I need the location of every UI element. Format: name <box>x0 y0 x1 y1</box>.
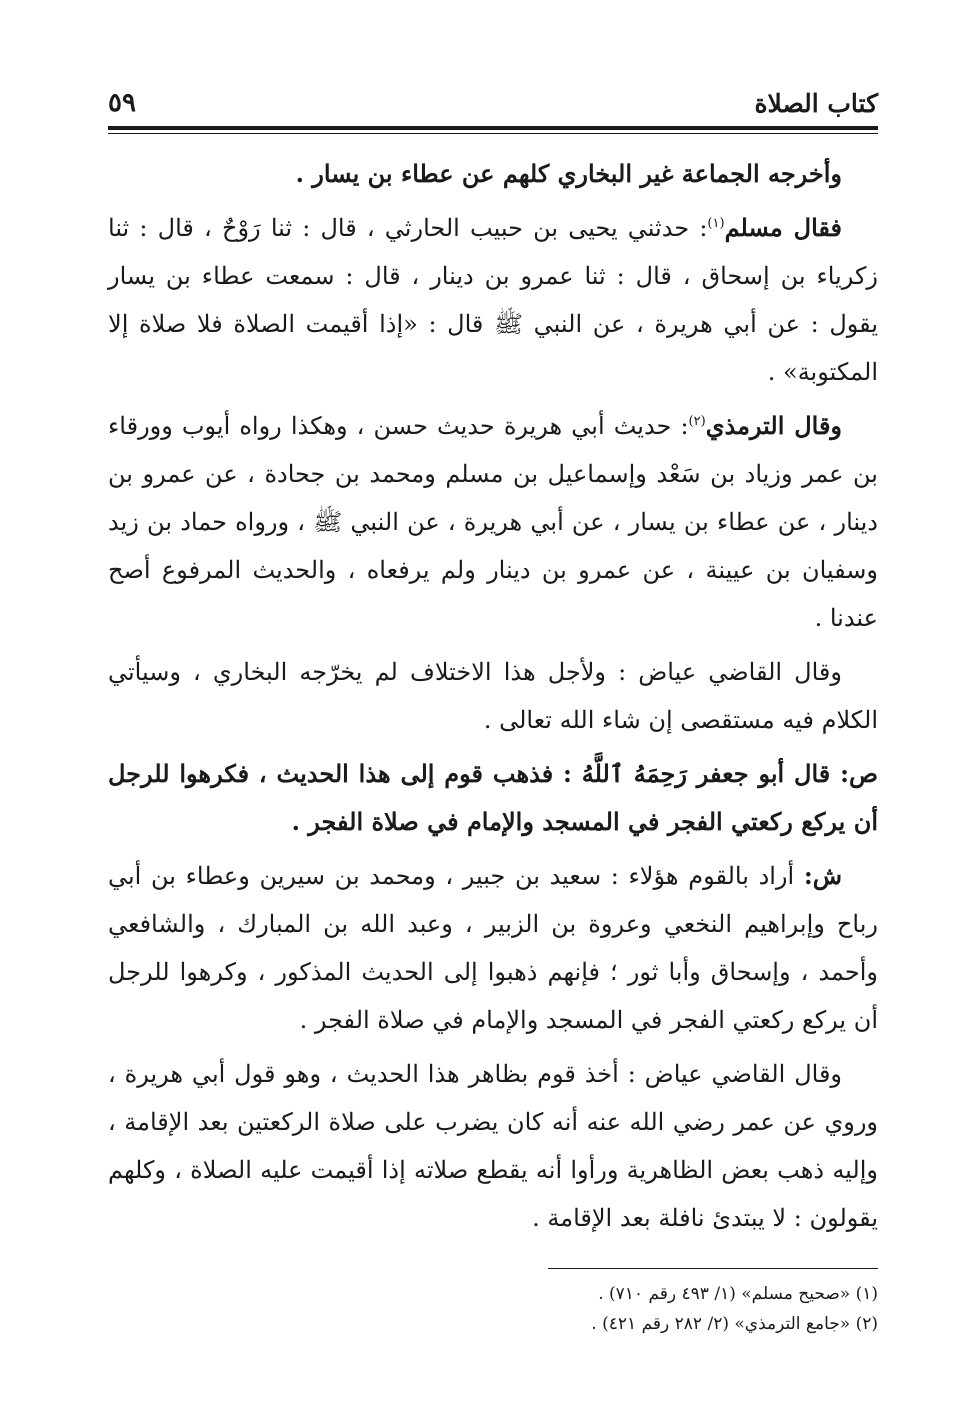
paragraph-lead: ص: <box>840 759 878 788</box>
book-title: كتاب الصلاة <box>754 89 878 118</box>
header-rule-thick <box>108 126 878 130</box>
paragraph-iyad-1 <box>108 648 878 744</box>
footnote-1: (١) «صحيح مسلم» (١/ ٤٩٣ رقم ٧١٠) . <box>598 1284 878 1304</box>
paragraph-text: وأخرجه الجماعة غير البخاري كلهم عن عطاء بن يسار . <box>295 159 842 188</box>
paragraph-text: قال أبو جعفر رَحِمَهُ ٱللَّهُ : فذهب قوم إلى هذا الحديث ، فكرهوا للرجل أن يركع ركعتي الفجر في المسجد والإمام في صلاة الفجر . <box>108 759 878 836</box>
footnote-2: (٢) «جامع الترمذي» (٢/ ٢٨٢ رقم ٤٢١) . <box>591 1314 878 1334</box>
paragraph-text: : حديث أبي هريرة حديث حسن ، وهكذا رواه أيوب وورقاء بن عمر وزياد بن سَعْد وإسماعيل بن مسلم ومحمد بن جحادة ، عن عمرو بن دينار ، عن عطاء بن يسار ، عن أبي هريرة ، عن النبي ﷺ ، ورواه حماد بن زيد وسفيان بن عيينة ، عن عمرو بن دينار ولم يرفعاه ، والحديث المرفوع أصح عندنا . <box>108 412 878 632</box>
footnote-marker: (٢) <box>688 414 706 429</box>
paragraph-text: أراد بالقوم هؤلاء : سعيد بن جبير ، ومحمد بن سيرين وعطاء بن أبي رباح وإبراهيم النخعي وعروة بن الزبير ، وعبد الله بن المبارك ، والشافعي وأحمد ، وإسحاق وأبا ثور ؛ فإنهم ذهبوا إلى الحديث المذكور ، وكرهوا للرجل أن يركع ركعتي الفجر في المسجد والإمام في صلاة الفجر . <box>108 862 878 1034</box>
footnote-separator <box>548 1268 878 1269</box>
header-rule-thin <box>108 133 878 134</box>
paragraph-lead: فقال مسلم <box>724 213 843 242</box>
paragraph-lead: ش: <box>803 861 842 890</box>
paragraph-sharh <box>108 852 878 1044</box>
paragraph-matn <box>108 750 878 846</box>
page-number: ٥٩ <box>108 88 136 118</box>
paragraph-tirmidhi <box>108 402 878 642</box>
paragraph-muslim <box>108 204 878 396</box>
paragraph-lead: وقال الترمذي <box>705 411 843 440</box>
paragraph-text: وقال القاضي عياض : ولأجل هذا الاختلاف لم يخرّجه البخاري ، وسيأتي الكلام فيه مستقصى إن شاء الله تعالى . <box>108 658 878 734</box>
footnote-marker: (١) <box>707 216 725 231</box>
body-text <box>108 150 878 1242</box>
paragraph-takhrij <box>108 150 878 198</box>
paragraph-iyad-2 <box>108 1050 878 1242</box>
paragraph-text: : حدثني يحيى بن حبيب الحارثي ، قال : ثنا رَوْحٌ ، قال : ثنا زكرياء بن إسحاق ، قال : ثنا عمرو بن دينار ، قال : سمعت عطاء بن يسار يقول : عن أبي هريرة ، عن النبي ﷺ قال : «إذا أقيمت الصلاة فلا صلاة إلا المكتوبة» . <box>108 214 878 386</box>
running-header <box>108 70 878 118</box>
paragraph-text: وقال القاضي عياض : أخذ قوم بظاهر هذا الحديث ، وهو قول أبي هريرة ، وروي عن عمر رضي الله عنه أنه كان يضرب على صلاة الركعتين بعد الإقامة ، وإليه ذهب بعض الظاهرية ورأوا أنه يقطع صلاته إذا أقيمت عليه الصلاة ، وكلهم يقولون : لا يبتدئ نافلة بعد الإقامة . <box>108 1060 878 1232</box>
